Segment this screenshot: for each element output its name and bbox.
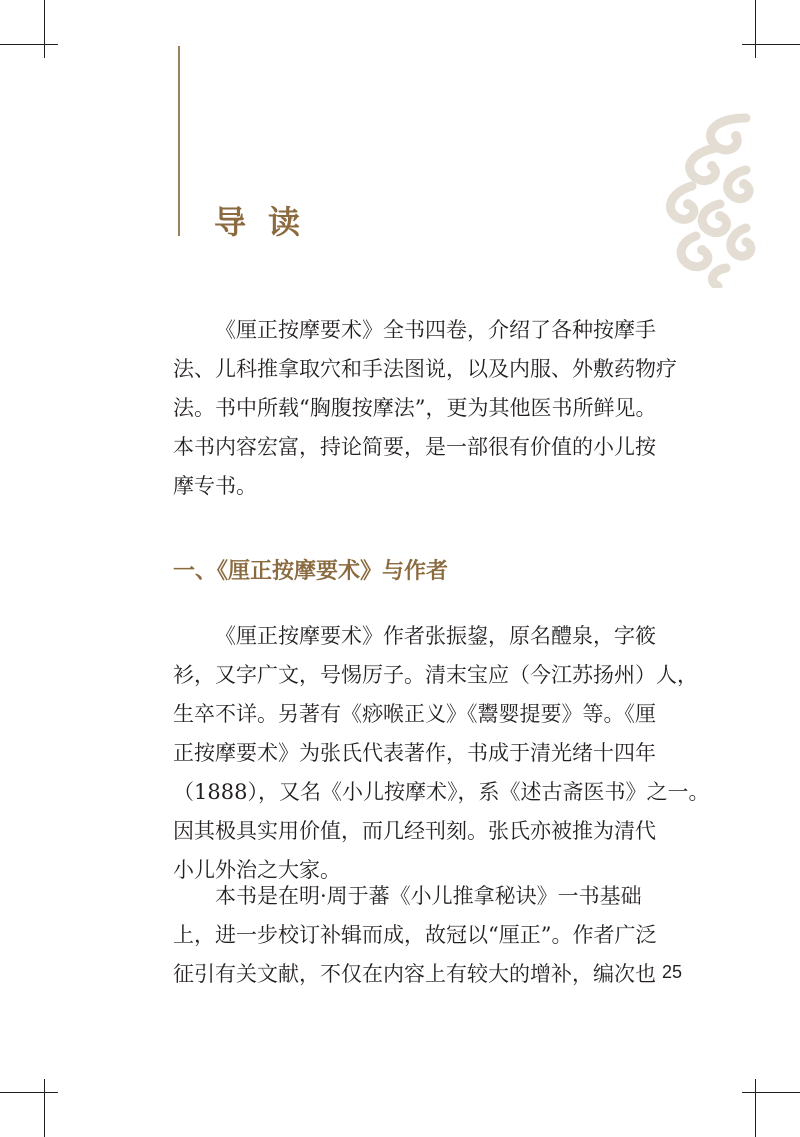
text-line: 衫，又字广文，号惕厉子。清末宝应（今江苏扬州）人，: [173, 663, 698, 687]
text-line: 上，进一步校订补辑而成，故冠以“厘正”。作者广泛: [173, 923, 657, 947]
text-line: 征引有关文献，不仅在内容上有较大的增补，编次也: [173, 962, 656, 986]
text-line: 《厘正按摩要术》作者张振鋆，原名醴泉，字筱: [215, 624, 656, 648]
text-line: 法、儿科推拿取穴和手法图说，以及内服、外敷药物疗: [173, 357, 677, 381]
text-line: 法。书中所载“胸腹按摩法”，更为其他医书所鲜见。: [173, 396, 657, 420]
text-line: （1888），又名《小儿按摩术》，系《述古斋医书》之一。: [173, 780, 710, 804]
text-line: 本书内容宏富，持论简要，是一部很有价值的小儿按: [173, 435, 656, 459]
text-line: 因其极具实用价值，而几经刊刻。张氏亦被推为清代: [173, 819, 656, 843]
page-number: 25: [662, 962, 683, 982]
left-gold-rule: [178, 46, 180, 236]
origin-paragraph: [173, 877, 657, 994]
intro-paragraph: [173, 311, 677, 506]
text-line: 生卒不详。另著有《痧喉正义》《鬻婴提要》等。《厘: [173, 702, 656, 726]
text-line: 摩专书。: [173, 474, 257, 498]
text-line: 小儿外治之大家。: [173, 858, 341, 882]
text-line: 《厘正按摩要术》全书四卷，介绍了各种按摩手: [215, 318, 656, 342]
text-line: 本书是在明·周于蕃《小儿推拿秘诀》一书基础: [215, 884, 642, 908]
author-paragraph: [173, 617, 710, 890]
cloud-scroll-icon: [656, 108, 756, 288]
section-heading: 一、《厘正按摩要术》与作者: [173, 558, 449, 584]
page-title: 导读: [214, 203, 323, 241]
text-line: 正按摩要术》为张氏代表著作，书成于清光绪十四年: [173, 741, 656, 765]
